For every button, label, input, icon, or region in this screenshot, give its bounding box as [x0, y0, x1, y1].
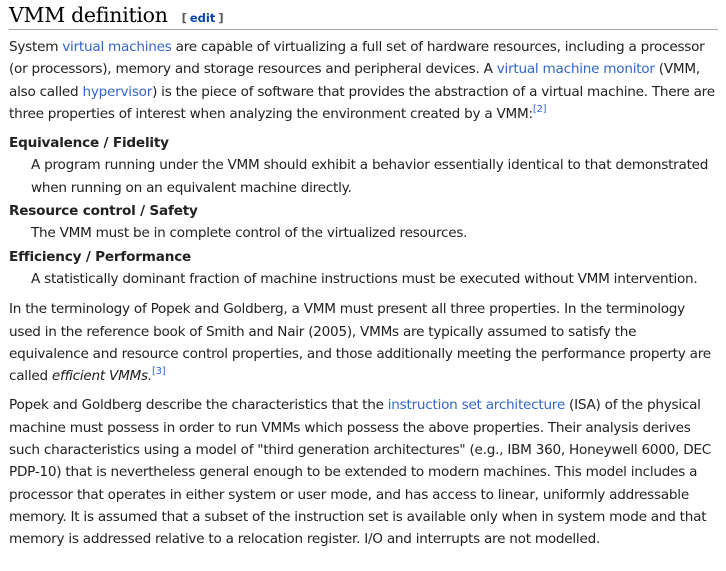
- section-title: VMM definition: [9, 3, 168, 27]
- link-instruction-set-architecture[interactable]: instruction set architecture: [387, 397, 565, 414]
- section-heading: [9, 0, 718, 30]
- intro-text-2: are capable of virtualizing a full set of hardware resources, including a processor (or processors), memory and storage resources and peripheral devices. A: [9, 39, 705, 78]
- property-definition-efficiency: A statistically dominant fraction of machine instructions must be executed without VMM intervention.: [31, 270, 698, 287]
- properties-list: [9, 132, 718, 290]
- citation-link-2[interactable]: [2]: [532, 103, 547, 115]
- characteristics-paragraph: [9, 394, 718, 550]
- characteristics-text-1: Popek and Goldberg describe the characteristics that the: [9, 397, 388, 414]
- terminology-text: In the terminology of Popek and Goldberg, a VMM must present all three properties. In the terminology used in the reference book of Smith and Nair (2005), VMMs are typically assumed to satisfy the equivalence and resource control properties, and those additionally meeting the performance property are called: [9, 301, 711, 385]
- citation-link-3[interactable]: [3]: [151, 366, 166, 378]
- property-definition-equivalence: A program running under the VMM should exhibit a behavior essentially identical to that demonstrated when running on an equivalent machine directly.: [31, 157, 709, 196]
- edit-bracket-close: ]: [218, 11, 224, 25]
- edit-section: [182, 11, 224, 25]
- characteristics-text-2: (ISA) of the physical machine must possess in order to run VMMs which possess the above properties. Their analysis derives such characteristics using a model of "third generation architectures" (e.g., IBM 360, Honeywell 6000, DEC PDP-10) that is nevertheless general enough to be extended to modern machines. This model includes a processor that operates in either system or user mode, and has access to linear, uniformly addressable memory. It is assumed that a subset of the instruction set is available only when in system mode and that memory is addressed relative to a relocation register. I/O and interrupts are not modelled.: [9, 397, 711, 548]
- property-term-efficiency: Efficiency / Performance: [9, 248, 192, 265]
- property-term-resource-control: Resource control / Safety: [9, 203, 198, 220]
- intro-paragraph: [9, 36, 718, 125]
- edit-link[interactable]: edit: [189, 11, 216, 25]
- link-virtual-machine-monitor[interactable]: virtual machine monitor: [496, 61, 655, 78]
- terminology-paragraph: [9, 298, 718, 387]
- intro-text-1: System: [9, 39, 63, 55]
- citation-2: [533, 104, 546, 115]
- link-hypervisor[interactable]: hypervisor: [82, 83, 153, 100]
- intro-text-4: ) is the piece of software that provides the abstraction of a virtual machine. There are three properties of interest when analyzing the environment created by a VMM:: [9, 83, 715, 122]
- property-definition-resource-control: The VMM must be in complete control of the virtualized resources.: [31, 225, 468, 242]
- efficient-vmms-term: efficient VMMs.: [51, 368, 152, 385]
- edit-bracket-open: [: [181, 11, 187, 25]
- link-virtual-machines[interactable]: virtual machines: [62, 39, 172, 55]
- citation-3: [152, 366, 165, 377]
- intro-text-3: (VMM, also called: [9, 61, 700, 100]
- property-term-equivalence: Equivalence / Fidelity: [9, 135, 169, 152]
